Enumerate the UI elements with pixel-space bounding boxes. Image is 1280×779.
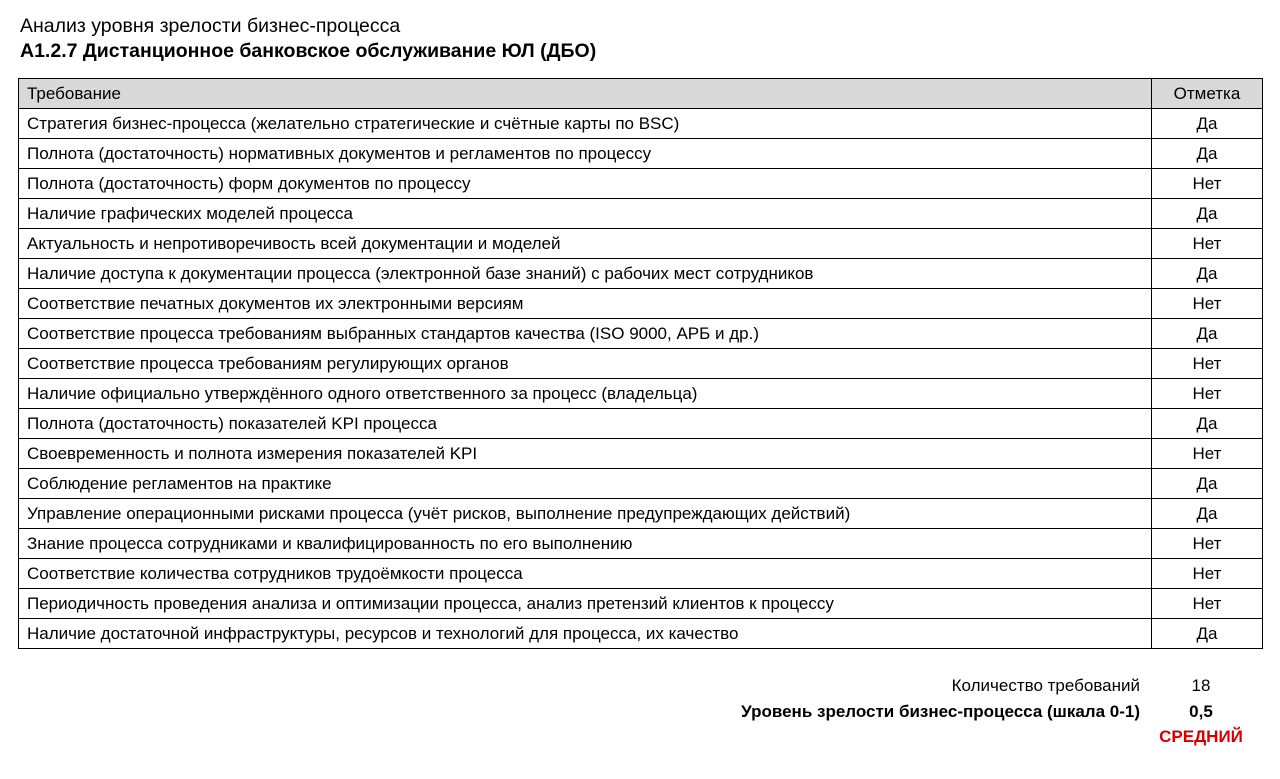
requirement-cell: Актуальность и непротиворечивость всей документации и моделей [19, 229, 1152, 259]
mark-cell: Да [1152, 409, 1263, 439]
table-row [19, 469, 1263, 499]
table-row [19, 499, 1263, 529]
requirement-cell: Соответствие процесса требованиям регулирующих органов [19, 349, 1152, 379]
requirement-cell: Соответствие процесса требованиям выбранных стандартов качества (ISO 9000, АРБ и др.) [19, 319, 1152, 349]
requirements-count-row [18, 673, 1262, 699]
table-row [19, 439, 1263, 469]
mark-cell: Да [1152, 319, 1263, 349]
requirement-cell: Стратегия бизнес-процесса (желательно стратегические и счётные карты по BSC) [19, 109, 1152, 139]
maturity-table [18, 78, 1263, 649]
column-header-mark: Отметка [1152, 79, 1263, 109]
mark-cell: Да [1152, 469, 1263, 499]
table-row [19, 409, 1263, 439]
requirements-count-label: Количество требований [951, 676, 1140, 695]
table-row [19, 559, 1263, 589]
requirement-cell: Своевременность и полнота измерения показателей KPI [19, 439, 1152, 469]
table-row [19, 259, 1263, 289]
mark-cell: Нет [1152, 529, 1263, 559]
table-row [19, 169, 1263, 199]
table-row [19, 349, 1263, 379]
mark-cell: Да [1152, 499, 1263, 529]
maturity-level-row [18, 699, 1262, 725]
table-header-row [19, 79, 1263, 109]
table-row [19, 199, 1263, 229]
column-header-requirement: Требование [19, 79, 1152, 109]
table-row [19, 529, 1263, 559]
document-subtitle: Анализ уровня зрелости бизнес-процесса [20, 15, 401, 37]
table-row [19, 289, 1263, 319]
mark-cell: Нет [1152, 559, 1263, 589]
maturity-verdict-value: СРЕДНИЙ [1159, 727, 1243, 746]
table-body [19, 109, 1263, 649]
page-title [20, 14, 1262, 64]
table-row [19, 139, 1263, 169]
table-row [19, 109, 1263, 139]
table-row [19, 319, 1263, 349]
mark-cell: Да [1152, 259, 1263, 289]
maturity-level-value: 0,5 [1189, 702, 1213, 721]
requirement-cell: Периодичность проведения анализа и оптимизации процесса, анализ претензий клиентов к процессу [19, 589, 1152, 619]
requirement-cell: Соответствие количества сотрудников трудоёмкости процесса [19, 559, 1152, 589]
table-row [19, 379, 1263, 409]
requirements-count-value: 18 [1191, 676, 1211, 695]
process-title: A1.2.7 Дистанционное банковское обслуживание ЮЛ (ДБО) [20, 40, 597, 62]
requirement-cell: Полнота (достаточность) форм документов по процессу [19, 169, 1152, 199]
requirement-cell: Знание процесса сотрудниками и квалифицированность по его выполнению [19, 529, 1152, 559]
mark-cell: Нет [1152, 349, 1263, 379]
mark-cell: Нет [1152, 379, 1263, 409]
requirement-cell: Наличие доступа к документации процесса (электронной базе знаний) с рабочих мест сотрудников [19, 259, 1152, 289]
mark-cell: Да [1152, 139, 1263, 169]
mark-cell: Нет [1152, 289, 1263, 319]
requirement-cell: Полнота (достаточность) показателей KPI процесса [19, 409, 1152, 439]
mark-cell: Нет [1152, 439, 1263, 469]
mark-cell: Нет [1152, 589, 1263, 619]
mark-cell: Да [1152, 619, 1263, 649]
requirement-cell: Управление операционными рисками процесса (учёт рисков, выполнение предупреждающих действий) [19, 499, 1152, 529]
mark-cell: Да [1152, 199, 1263, 229]
table-row [19, 619, 1263, 649]
summary-block [18, 673, 1262, 749]
table-row [19, 589, 1263, 619]
requirement-cell: Соблюдение регламентов на практике [19, 469, 1152, 499]
requirement-cell: Наличие достаточной инфраструктуры, ресурсов и технологий для процесса, их качество [19, 619, 1152, 649]
maturity-verdict-row [18, 725, 1262, 749]
requirement-cell: Наличие официально утверждённого одного ответственного за процесс (владельца) [19, 379, 1152, 409]
mark-cell: Нет [1152, 169, 1263, 199]
requirement-cell: Полнота (достаточность) нормативных документов и регламентов по процессу [19, 139, 1152, 169]
maturity-level-label: Уровень зрелости бизнес-процесса (шкала 0-1) [741, 702, 1140, 721]
requirement-cell: Соответствие печатных документов их электронными версиям [19, 289, 1152, 319]
mark-cell: Нет [1152, 229, 1263, 259]
table-row [19, 229, 1263, 259]
mark-cell: Да [1152, 109, 1263, 139]
requirement-cell: Наличие графических моделей процесса [19, 199, 1152, 229]
